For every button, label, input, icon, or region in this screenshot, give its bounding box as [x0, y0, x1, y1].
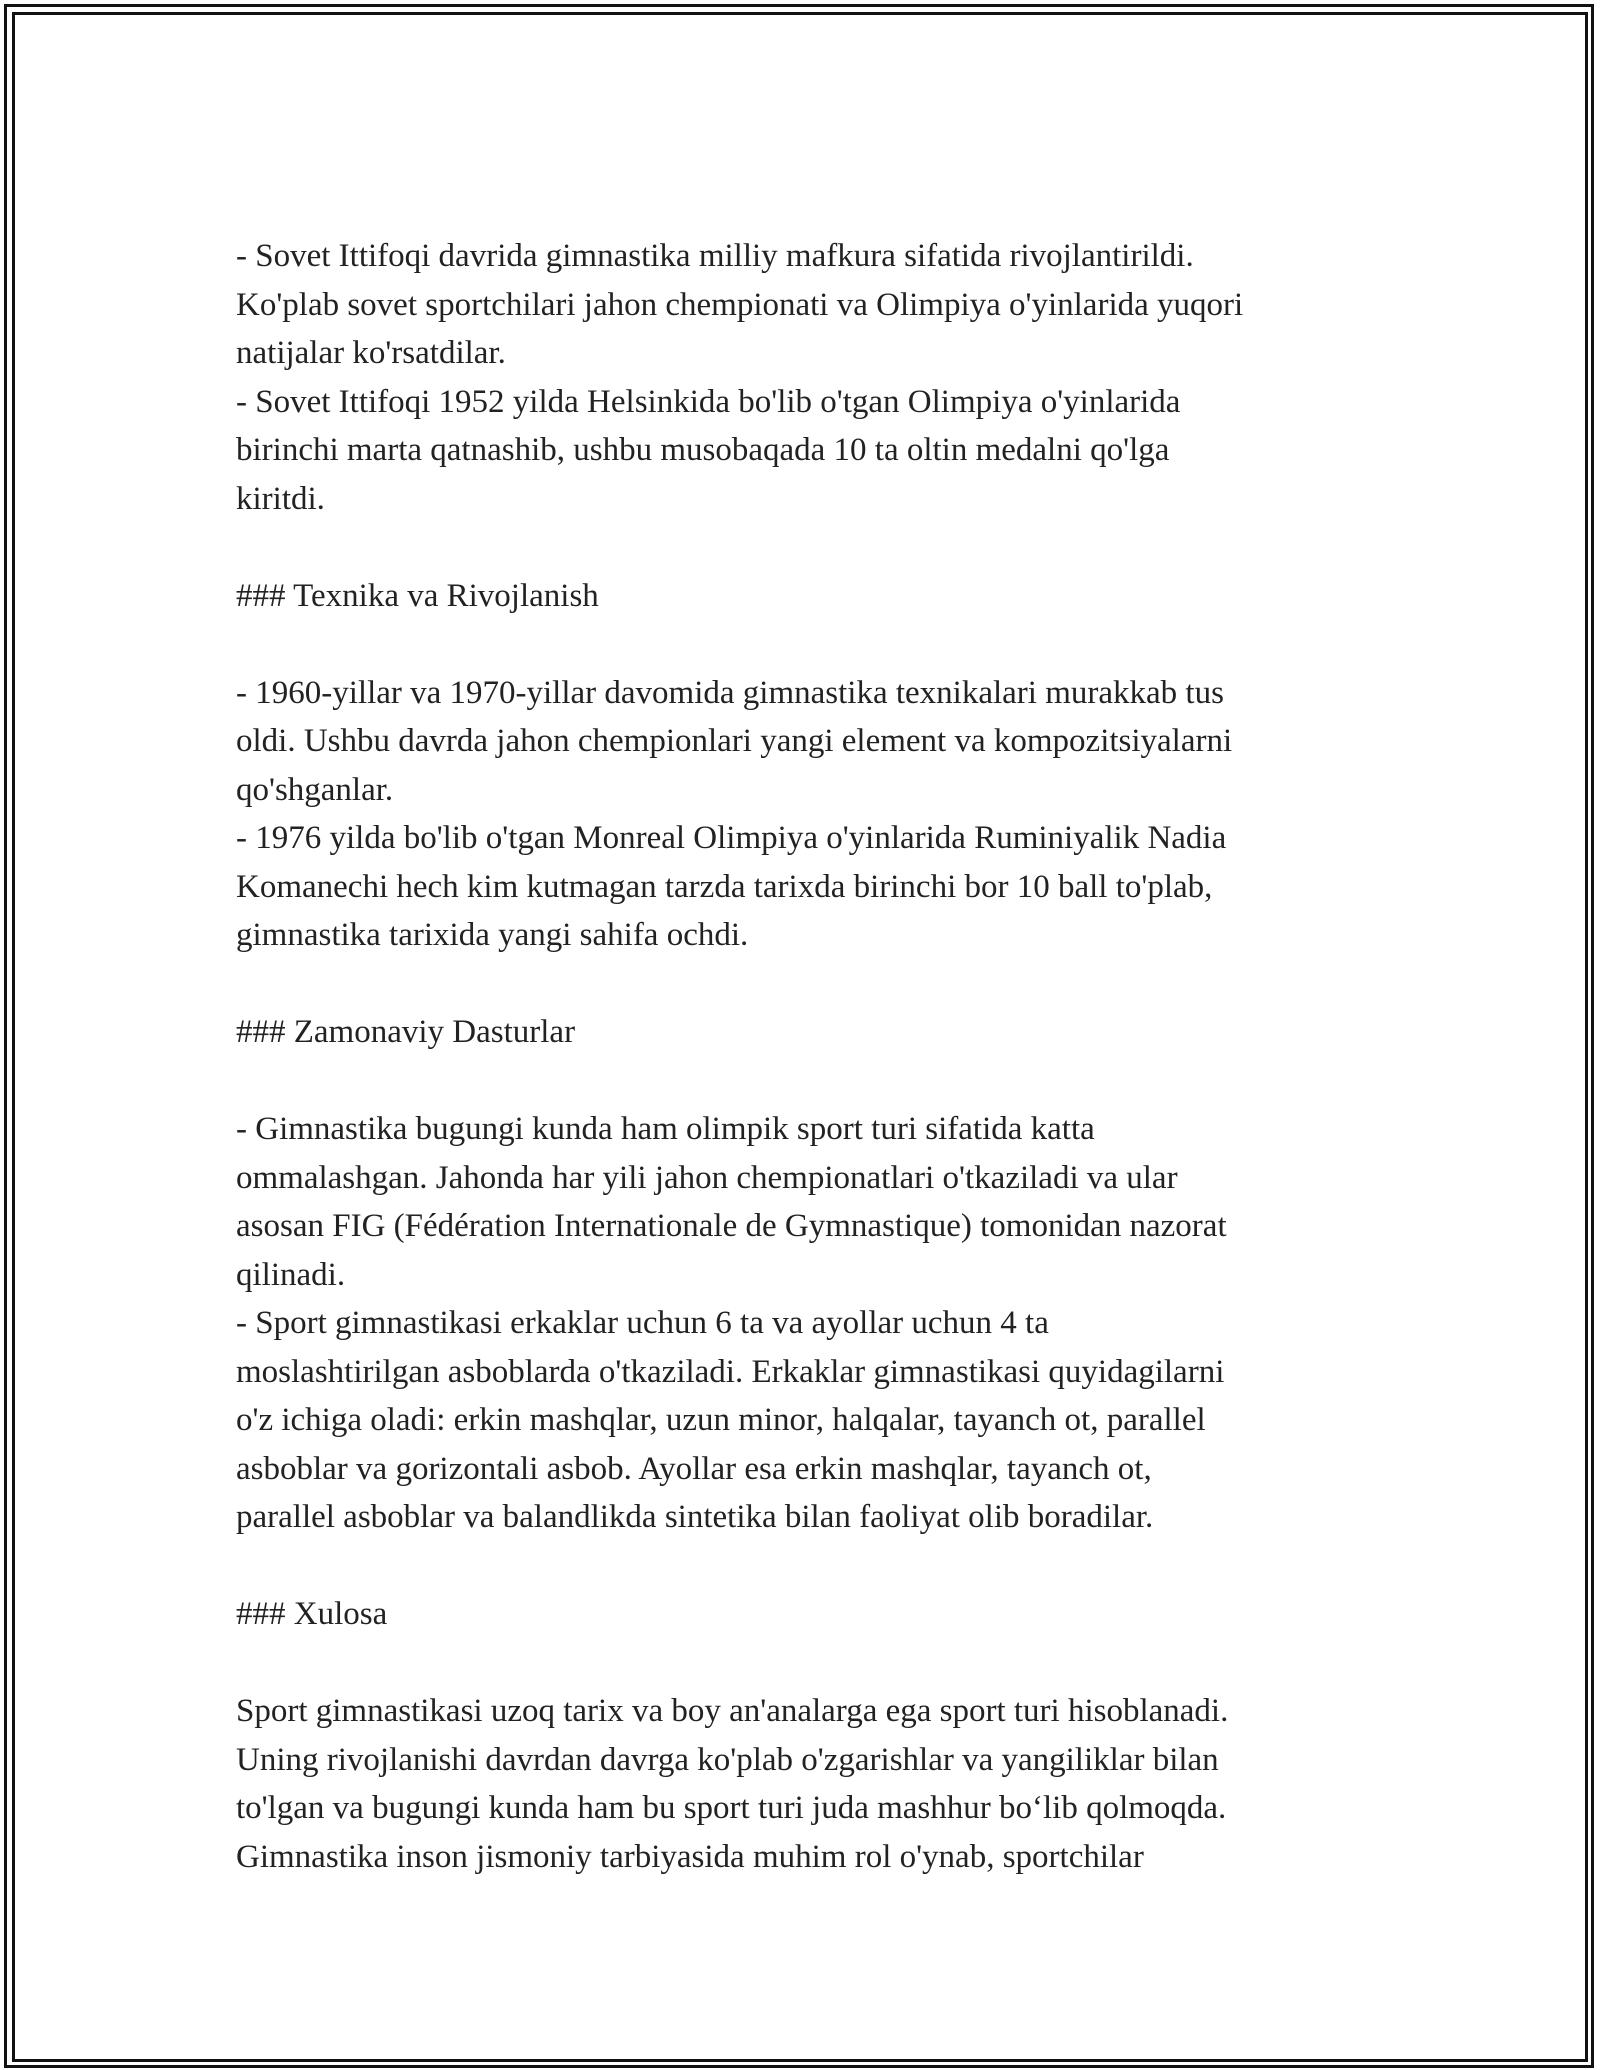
- text-line: Ko'plab sovet sportchilari jahon chempionati va Olimpiya o'yinlarida yuqori: [236, 286, 1244, 323]
- paragraph: [236, 1299, 1366, 1542]
- section-heading-xulosa: ### Xulosa: [236, 1596, 388, 1632]
- text-line: o'z ichiga oladi: erkin mashqlar, uzun minor, halqalar, tayanch ot, parallel: [236, 1402, 1206, 1438]
- text-line: - Sovet Ittifoqi 1952 yilda Helsinkida bo'lib o'tgan Olimpiya o'yinlarida: [236, 383, 1181, 420]
- text-line: Komanechi hech kim kutmagan tarzda tarixda birinchi bor 10 ball to'plab,: [236, 868, 1213, 905]
- paragraph: [236, 1687, 1366, 1881]
- text-line: gimnastika tarixida yangi sahifa ochdi.: [236, 917, 749, 953]
- text-line: - Gimnastika bugungi kunda ham olimpik sport turi sifatida katta: [236, 1111, 1095, 1147]
- text-line: oldi. Ushbu davrda jahon chempionlari yangi element va kompozitsiyalarni: [236, 723, 1233, 759]
- paragraph: [236, 378, 1366, 524]
- text-line: ommalashgan. Jahonda har yili jahon chempionatlari o'tkaziladi va ular: [236, 1159, 1178, 1196]
- text-line: to'lgan va bugungi kunda ham bu sport turi juda mashhur bo‘lib qolmoqda.: [236, 1790, 1227, 1826]
- text-line: qilinadi.: [236, 1256, 346, 1293]
- text-line: Uning rivojlanishi davrdan davrga ko'plab o'zgarishlar va yangiliklar bilan: [236, 1741, 1219, 1778]
- blank-line: [236, 1057, 1366, 1106]
- text-line: natijalar ko'rsatdilar.: [236, 335, 506, 371]
- document-body: [236, 232, 1366, 1881]
- blank-line: [236, 620, 1366, 669]
- text-line: - 1960-yillar va 1970-yillar davomida gimnastika texnikalari murakkab tus: [236, 674, 1224, 711]
- blank-line: [236, 960, 1366, 1009]
- paragraph: [236, 232, 1366, 378]
- text-line: Gimnastika inson jismoniy tarbiyasida muhim rol o'ynab, sportchilar: [236, 1838, 1144, 1875]
- section-heading-zamonaviy: ### Zamonaviy Dasturlar: [236, 1014, 576, 1050]
- paragraph: [236, 1105, 1366, 1299]
- text-line: asboblar va gorizontali asbob. Ayollar esa erkin mashqlar, tayanch ot,: [236, 1450, 1152, 1487]
- text-line: - Sport gimnastikasi erkaklar uchun 6 ta va ayollar uchun 4 ta: [236, 1305, 1049, 1341]
- section-heading-texnika: ### Texnika va Rivojlanish: [236, 577, 599, 614]
- text-line: parallel asboblar va balandlikda sintetika bilan faoliyat olib boradilar.: [236, 1499, 1154, 1535]
- text-line: asosan FIG (Fédération Internationale de Gymnastique) tomonidan nazorat: [236, 1208, 1227, 1244]
- text-line: Sport gimnastikasi uzoq tarix va boy an'analarga ega sport turi hisoblanadi.: [236, 1693, 1229, 1729]
- blank-line: [236, 1639, 1366, 1688]
- paragraph: [236, 669, 1366, 815]
- text-line: birinchi marta qatnashib, ushbu musobaqada 10 ta oltin medalni qo'lga: [236, 432, 1170, 468]
- text-line: kiritdi.: [236, 480, 325, 517]
- blank-line: [236, 523, 1366, 572]
- paragraph: [236, 814, 1366, 960]
- text-line: - 1976 yilda bo'lib o'tgan Monreal Olimpiya o'yinlarida Ruminiyalik Nadia: [236, 820, 1227, 856]
- text-line: - Sovet Ittifoqi davrida gimnastika milliy mafkura sifatida rivojlantirildi.: [236, 238, 1194, 274]
- text-line: moslashtirilgan asboblarda o'tkaziladi. Erkaklar gimnastikasi quyidagilarni: [236, 1353, 1225, 1390]
- blank-line: [236, 1542, 1366, 1591]
- text-line: qo'shganlar.: [236, 771, 394, 808]
